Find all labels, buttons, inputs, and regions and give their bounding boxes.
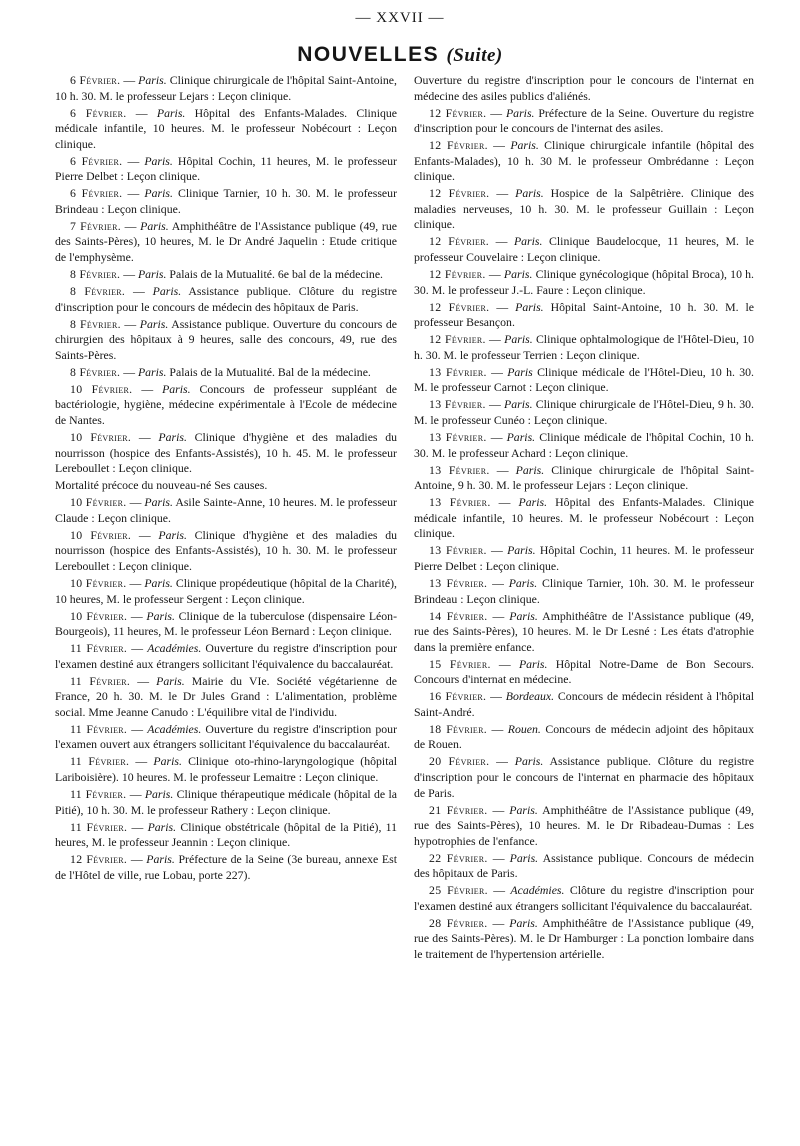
news-entry: 8 Février. — Paris. Assistance publique. Clôture du registre d'inscription pour le concours de médecin des hôpitaux de Paris.	[55, 284, 397, 314]
entry-city: Paris.	[156, 673, 185, 688]
entry-text: Ouverture du registre d'inscription pour l'examen ouvert aux étrangers sollicitant l'équivalence du baccalauréat.	[55, 721, 397, 752]
news-entry: 10 Février. — Paris. Clinique d'hygiène et des maladies du nourrisson (hospice des Enfants-Assistés), 10 h. 30. M. le professeur Lereboullet : Leçon clinique.	[55, 527, 398, 573]
news-entry: 13 Février. — Paris. Clinique Tarnier, 10h. 30. M. le professeur Brindeau : Leçon clinique.	[414, 575, 754, 606]
entry-date: 25 Février.	[429, 883, 488, 898]
entry-city: Paris.	[137, 364, 167, 379]
entry-city: Paris.	[140, 218, 169, 233]
news-entry: 13 Février. — Paris. Clinique médicale de l'hôpital Cochin, 10 h. 30. M. le professeur Achard : Leçon clinique.	[414, 430, 754, 460]
entry-city: Paris.	[146, 852, 175, 867]
entry-date: 12 Février.	[429, 299, 490, 314]
entry-text: Hospice de la Salpêtrière. Clinique des maladies nerveuses, 10 h. 30. M. le professeur Guillain : Leçon clinique.	[414, 186, 755, 232]
entry-date: 13 Février.	[429, 543, 487, 558]
entry-date: 11 Février.	[70, 641, 128, 656]
entry-city: Paris.	[507, 543, 536, 558]
entry-date: 6 Février.	[70, 105, 127, 120]
entry-text: Concours de médecin résident à l'hôpital Saint-André.	[414, 689, 755, 719]
entry-date: 10 Février.	[70, 381, 133, 396]
entry-city: Paris.	[138, 73, 167, 87]
entry-date: 12 Février.	[429, 105, 487, 120]
entry-text: Concours de professeur suppléant de bactériologie, hygiène, médecine expérimentale à l'Ecole de médecine de Nantes.	[55, 381, 397, 427]
entry-city: Paris.	[504, 397, 533, 412]
entry-city: Paris.	[503, 267, 533, 282]
news-entry: 8 Février. — Paris. Palais de la Mutualité. Bal de la médecine.	[70, 364, 371, 379]
news-entry	[414, 73, 754, 104]
news-entry: 13 Février. — Paris. Hôpital Cochin, 11 heures. M. le professeur Pierre Delbet : Leçon clinique.	[414, 543, 754, 573]
entry-text: Préfecture de la Seine (3e bureau, annexe Est de l'Hôtel de ville, rue Lobau, porte 227).	[55, 852, 397, 882]
news-entry: 12 Février. — Paris. Hospice de la Salpêtrière. Clinique des maladies nerveuses, 10 h. 30. M. le professeur Guillain : Leçon clinique.	[414, 186, 755, 232]
entry-city: Paris.	[144, 495, 173, 510]
news-entry: 13 Février. — Paris. Clinique chirurgicale de l'Hôtel-Dieu, 9 h. 30. M. le professeur Cunéo : Leçon clinique.	[414, 397, 754, 427]
news-entry: 11 Février. — Académies. Ouverture du registre d'inscription pour l'examen destiné aux étrangers sollicitant l'équivalence du baccalauréat.	[55, 641, 397, 671]
entry-city: Paris.	[508, 575, 538, 590]
entry-city: Paris.	[137, 267, 167, 282]
news-entry: 12 Février. — Paris. Clinique ophtalmologique de l'Hôtel-Dieu, 10 h. 30. M. le professeur Terrien : Leçon clinique.	[414, 332, 754, 362]
entry-text: Clinique Baudelocque, 11 heures, M. le professeur Couvelaire : Leçon clinique.	[414, 234, 754, 265]
entry-date: 11 Février.	[70, 754, 130, 769]
entry-city: Paris.	[515, 186, 544, 201]
entry-city: Paris.	[510, 138, 539, 153]
entry-city: Paris.	[509, 915, 538, 930]
entry-text: Hôpital Cochin, 11 heures. M. le professeur Pierre Delbet : Leçon clinique.	[414, 543, 754, 573]
news-entry: 21 Février. — Paris. Amphithéâtre de l'Assistance publique (49, rue des Saints-Pères), 10 heures. M. le Dr Ribadeau-Dumas : Les hypotrophies de l'enfance.	[414, 802, 754, 848]
news-entry: 11 Février. — Paris. Clinique thérapeutique médicale (hôpital de la Pitié), 10 h. 30. M. le professeur Rathery : Leçon clinique.	[55, 787, 397, 817]
entry-city: Rouen.	[507, 721, 541, 736]
entry-city: Paris.	[152, 284, 182, 299]
entry-text: Palais de la Mutualité. Bal de la médecine.	[169, 364, 371, 379]
entry-date: 13 Février.	[429, 462, 490, 477]
entry-text: Clinique propédeutique (hôpital de la Charité), 10 heures, M. le professeur Sergent : Leçon clinique.	[55, 575, 397, 606]
entry-city: Paris.	[147, 819, 177, 834]
entry-city: Paris.	[515, 462, 545, 477]
entry-date: 10 Février.	[70, 527, 132, 542]
entry-date: 21 Février.	[429, 802, 488, 817]
entry-text: Amphithéâtre de l'Assistance publique (49, rue des Saints-Pères), 10 heures. M. le Dr Ribadeau-Dumas : Les hypotrophies de l'enfance.	[414, 802, 754, 848]
title-suffix: (Suite)	[446, 45, 503, 66]
right-column	[414, 73, 754, 964]
news-entry: 20 Février. — Paris. Assistance publique. Clôture du registre d'inscription pour le concours de l'internat en pharmacie des hôpitaux de Paris.	[414, 754, 754, 800]
entry-city: Académies.	[147, 641, 202, 656]
entry-city: Paris	[507, 364, 533, 379]
entry-date: 7 Février.	[70, 218, 121, 233]
news-entry: 12 Février. — Paris. Clinique chirurgicale infantile (hôpital des Enfants-Malades), 10 h. 30 M. le professeur Ombrédanne : Leçon clinique.	[414, 138, 754, 184]
entry-date: 12 Février.	[429, 186, 490, 201]
news-entry: 11 Février. — Paris. Clinique oto-rhino-laryngologique (hôpital Lariboisière). 10 heures. M. le professeur Lemaitre : Leçon clinique.	[55, 754, 397, 785]
news-entry: 8 Février. — Paris. Assistance publique. Ouverture du concours de chirurgien des hôpitaux à 9 heures, salle des concours, 49, rue des Saints-Pères.	[55, 316, 397, 362]
news-entry: 13 Février. — Paris. Hôpital des Enfants-Malades. Clinique médicale infantile, 10 heures. M. le professeur Nobécourt : Leçon clinique.	[414, 495, 755, 541]
entry-city: Paris.	[146, 608, 175, 623]
entry-city: Paris.	[505, 105, 535, 120]
entry-text: Clinique Tarnier, 10 h. 30. M. le professeur Brindeau : Leçon clinique.	[55, 186, 397, 216]
entry-date: 12 Février.	[70, 852, 128, 867]
entry-date: 14 Février.	[429, 608, 488, 623]
entry-date: 22 Février.	[429, 850, 488, 865]
news-entry: 12 Février. — Paris. Préfecture de la Seine (3e bureau, annexe Est de l'Hôtel de ville, rue Lobau, porte 227).	[55, 852, 397, 882]
entry-date: 13 Février.	[429, 575, 488, 590]
entry-city: Paris.	[515, 299, 544, 314]
entry-date: 8 Février.	[70, 316, 121, 331]
news-entry: 11 Février. — Académies. Ouverture du registre d'inscription pour l'examen ouvert aux étrangers sollicitant l'équivalence du baccalauréat.	[55, 721, 397, 752]
news-entry: 7 Février. — Paris. Amphithéâtre de l'Assistance publique (49, rue des Saints-Pères), 10 heures, M. le Dr André Jaquelin : Etude critique de l'emphysème.	[55, 218, 397, 265]
entry-text: Concours de médecin adjoint des hôpitaux de Rouen.	[414, 721, 754, 752]
entry-text: Clinique d'hygiène et des maladies du nourrisson (hospice des Enfants-Assistés), 10 h. 30. M. le professeur Lereboullet : Leçon clinique.	[55, 527, 398, 573]
news-entry: 13 Février. — Paris. Clinique chirurgicale de l'hôpital Saint-Antoine, 9 h. 30. M. le professeur Lejars : Leçon clinique.	[414, 462, 754, 493]
news-entry: 6 Février. — Paris. Clinique Tarnier, 10 h. 30. M. le professeur Brindeau : Leçon clinique.	[55, 186, 397, 216]
entry-date: 12 Février.	[429, 332, 486, 347]
entry-date: 10 Février.	[70, 608, 128, 623]
entry-text: Ouverture du registre d'inscription pour le concours de l'internat en médecine des asiles publics d'aliénés.	[414, 73, 754, 103]
entry-city: Paris.	[158, 430, 187, 445]
entry-date: 8 Février.	[70, 284, 126, 299]
news-entry: 12 Février. — Paris. Clinique gynécologique (hôpital Broca), 10 h. 30. M. le professeur J.-L. Faure : Leçon clinique.	[414, 267, 755, 297]
entry-city: Paris.	[518, 495, 548, 510]
entry-date: 28 Février.	[429, 915, 488, 930]
entry-date: 13 Février.	[429, 495, 491, 510]
news-entry: 10 Février. — Paris. Clinique de la tuberculose (dispensaire Léon-Bourgeois), 11 heures, M. le professeur Léon Bernard : Leçon clinique.	[55, 608, 397, 639]
entry-text: Clinique Tarnier, 10h. 30. M. le professeur Brindeau : Leçon clinique.	[414, 575, 754, 606]
news-entry: 10 Février. — Paris. Clinique d'hygiène et des maladies du nourrisson (hospice des Enfants-Assistés), 10 h. 45. M. le professeur Lereboullet : Leçon clinique.	[55, 430, 398, 476]
entry-text: Clinique médicale de l'hôpital Cochin, 10 h. 30. M. le professeur Achard : Leçon clinique.	[414, 430, 754, 460]
news-entry: 6 Février. — Paris. Hôpital Cochin, 11 heures, M. le professeur Pierre Delbet : Leçon clinique.	[55, 153, 397, 184]
news-entry: 25 Février. — Académies. Clôture du registre d'inscription pour l'examen destiné aux étrangers sollicitant l'équivalence du baccalauréat.	[414, 883, 754, 913]
entry-city: Paris.	[144, 787, 174, 802]
news-entry: 12 Février. — Paris. Clinique Baudelocque, 11 heures, M. le professeur Couvelaire : Leçon clinique.	[414, 234, 754, 265]
news-entry: 6 Février. — Paris. Hôpital des Enfants-Malades. Clinique médicale infantile, 10 heures. M. le professeur Nobécourt : Leçon clinique.	[55, 105, 398, 151]
entry-city: Paris.	[518, 656, 548, 671]
entry-city: Paris.	[144, 186, 173, 201]
entry-text: Clinique chirurgicale de l'hôpital Saint-Antoine, 10 h. 30. M. le professeur Lejars : Leçon clinique.	[55, 73, 397, 103]
news-entry: 8 Février. — Paris. Palais de la Mutualité. 6e bal de la médecine.	[70, 267, 383, 282]
entry-date: 16 Février.	[429, 689, 487, 704]
entry-date: 10 Février.	[70, 495, 127, 510]
entry-text: Clinique chirurgicale infantile (hôpital des Enfants-Malades), 10 h. 30 M. le professeur Ombrédanne : Leçon clinique.	[414, 138, 754, 184]
entry-city: Paris.	[162, 381, 191, 396]
entry-city: Paris.	[156, 105, 186, 120]
news-entry: 14 Février. — Paris. Amphithéâtre de l'Assistance publique (49, rue des Saints-Pères), 10 heures. M. le Dr Lesné : Les états d'atrophie dans la première enfance.	[414, 608, 754, 654]
entry-city: Académies.	[147, 721, 202, 736]
news-entry: 11 Février. — Paris. Mairie du VIe. Société végétarienne de France, 20 h. 30. M. le Dr Jules Grand : L'alimentation, problème social. Mme Jeanne Canudo : L'équilibre vital de l'individu.	[55, 673, 397, 719]
entry-text: Préfecture de la Seine. Ouverture du registre d'inscription pour le concours de l'internat des asiles.	[414, 105, 754, 136]
entry-date: 11 Février.	[70, 673, 131, 688]
news-entry: 11 Février. — Paris. Clinique obstétricale (hôpital de la Pitié), 11 heures, M. le professeur Jeannin : Leçon clinique.	[55, 819, 397, 850]
entry-text: Clinique oto-rhino-laryngologique (hôpital Lariboisière). 10 heures. M. le professeur Lemaitre : Leçon clinique.	[55, 754, 397, 785]
entry-text: Hôpital des Enfants-Malades. Clinique médicale infantile, 10 heures. M. le professeur Nobécourt : Leçon clinique.	[55, 105, 398, 151]
entry-text: Clinique chirurgicale de l'Hôtel-Dieu, 9 h. 30. M. le professeur Cunéo : Leçon clinique.	[414, 397, 754, 427]
entry-text: Ouverture du registre d'inscription pour l'examen destiné aux étrangers sollicitant l'équivalence du baccalauréat.	[55, 641, 397, 671]
entry-text: Hôpital Notre-Dame de Bon Secours. Concours d'internat en médecine.	[414, 656, 754, 687]
news-entry: 6 Février. — Paris. Clinique chirurgicale de l'hôpital Saint-Antoine, 10 h. 30. M. le professeur Lejars : Leçon clinique.	[55, 73, 397, 103]
entry-text: Assistance publique. Clôture du registre d'inscription pour le concours de l'internat en pharmacie des hôpitaux de Paris.	[414, 754, 754, 800]
news-entry: 16 Février. — Bordeaux. Concours de médecin résident à l'hôpital Saint-André.	[414, 689, 755, 719]
news-entry: 22 Février. — Paris. Assistance publique. Concours de médecin des hôpitaux de Paris.	[414, 850, 754, 881]
entry-date: 13 Février.	[429, 364, 487, 379]
entry-date: 13 Février.	[429, 430, 487, 445]
news-entry: 12 Février. — Paris. Préfecture de la Seine. Ouverture du registre d'inscription pour le concours de l'internat des asiles.	[414, 105, 754, 136]
entry-text: Amphithéâtre de l'Assistance publique (49, rue des Saints-Pères), 10 heures. M. le Dr Lesné : Les états d'atrophie dans la première enfance.	[414, 608, 754, 654]
news-entry: 10 Février. — Paris. Clinique propédeutique (hôpital de la Charité), 10 heures, M. le professeur Sergent : Leçon clinique.	[55, 575, 397, 606]
entry-city: Paris.	[144, 575, 173, 590]
entry-city: Paris.	[509, 802, 538, 817]
entry-text: Clinique ophtalmologique de l'Hôtel-Dieu, 10 h. 30. M. le professeur Terrien : Leçon clinique.	[414, 332, 754, 362]
left-column	[55, 73, 397, 885]
entry-text: Clinique de la tuberculose (dispensaire Léon-Bourgeois), 11 heures, M. le professeur Léon Bernard : Leçon clinique.	[55, 608, 397, 639]
entry-text: Hôpital Saint-Antoine, 10 h. 30. M. le professeur Besançon.	[414, 299, 755, 330]
entry-text: Asile Sainte-Anne, 10 heures. M. le professeur Claude : Leçon clinique.	[55, 495, 397, 525]
entry-text: Amphithéâtre de l'Assistance publique (49, rue des Saints-Pères). M. le Dr Hamburger : La ponction lombaire dans le traitement de l'hypertension artérielle.	[414, 915, 754, 962]
title-text: NOUVELLES	[297, 43, 440, 66]
entry-city: Paris.	[509, 608, 538, 623]
entry-date: 18 Février.	[429, 721, 487, 736]
entry-text: Hôpital des Enfants-Malades. Clinique médicale infantile, 10 heures. M. le professeur Nobécourt : Leçon clinique.	[414, 495, 755, 541]
entry-date: 6 Février.	[70, 73, 121, 87]
entry-date: 13 Février.	[429, 397, 486, 412]
entry-date: 6 Février.	[70, 186, 123, 201]
entry-text: Clinique thérapeutique médicale (hôpital de la Pitié), 10 h. 30. M. le professeur Rathery : Leçon clinique.	[55, 787, 397, 817]
entry-text: Clinique médicale de l'Hôtel-Dieu, 10 h. 30. M. le professeur Carnot : Leçon clinique.	[414, 364, 754, 395]
entry-date: 12 Février.	[429, 267, 486, 282]
entry-text: Clôture du registre d'inscription pour l'examen destiné aux étrangers sollicitant l'équivalence du baccalauréat.	[414, 883, 754, 913]
entry-text: Hôpital Cochin, 11 heures, M. le professeur Pierre Delbet : Leçon clinique.	[55, 153, 397, 184]
entry-text: Clinique chirurgicale de l'hôpital Saint-Antoine, 9 h. 30. M. le professeur Lejars : Leçon clinique.	[414, 462, 754, 493]
entry-date: 10 Février.	[70, 430, 132, 445]
entry-date: 6 Février.	[70, 153, 123, 168]
page-title	[0, 43, 800, 67]
entry-text: Clinique gynécologique (hôpital Broca), 10 h. 30. M. le professeur J.-L. Faure : Leçon clinique.	[414, 267, 755, 297]
entry-date: 10 Février.	[70, 575, 127, 590]
entry-text: Mortalité précoce du nouveau-né Ses causes.	[55, 478, 268, 493]
entry-date: 11 Février.	[70, 721, 128, 736]
entry-city: Paris.	[139, 316, 169, 331]
entry-date: 11 Février.	[70, 787, 127, 802]
news-entry: 13 Février. — Paris Clinique médicale de l'Hôtel-Dieu, 10 h. 30. M. le professeur Carnot : Leçon clinique.	[414, 364, 754, 395]
news-entry	[55, 478, 397, 494]
entry-city: Paris.	[506, 430, 536, 445]
entry-city: Paris.	[158, 527, 187, 542]
news-entry: 28 Février. — Paris. Amphithéâtre de l'Assistance publique (49, rue des Saints-Pères). M. le Dr Hamburger : La ponction lombaire dans le traitement de l'hypertension artérielle.	[414, 915, 754, 962]
entry-city: Paris.	[504, 332, 533, 347]
news-entry: 18 Février. — Rouen. Concours de médecin adjoint des hôpitaux de Rouen.	[414, 721, 754, 752]
entry-city: Bordeaux.	[505, 689, 555, 704]
entry-text: Assistance publique. Clôture du registre d'inscription pour le concours de médecin des hôpitaux de Paris.	[55, 284, 397, 314]
news-entry: 10 Février. — Paris. Asile Sainte-Anne, 10 heures. M. le professeur Claude : Leçon clinique.	[55, 495, 397, 525]
entry-text: Assistance publique. Concours de médecin des hôpitaux de Paris.	[414, 850, 754, 881]
entry-date: 12 Février.	[429, 138, 488, 153]
entry-date: 12 Février.	[429, 234, 490, 249]
entry-date: 8 Février.	[70, 267, 121, 282]
page-number: — XXVII —	[355, 10, 445, 26]
entry-text: Clinique obstétricale (hôpital de la Pitié), 11 heures, M. le professeur Jeannin : Leçon clinique.	[55, 819, 397, 850]
news-entry: 15 Février. — Paris. Hôpital Notre-Dame de Bon Secours. Concours d'internat en médecine.	[414, 656, 754, 687]
entry-city: Paris.	[514, 754, 544, 769]
entry-text: Mairie du VIe. Société végétarienne de France, 20 h. 30. M. le Dr Jules Grand : L'alimentation, problème social. Mme Jeanne Canudo : L'équilibre vital de l'individu.	[55, 673, 397, 719]
entry-text: Palais de la Mutualité. 6e bal de la médecine.	[169, 267, 383, 282]
entry-text: Amphithéâtre de l'Assistance publique (49, rue des Saints-Pères), 10 heures, M. le Dr André Jaquelin : Etude critique de l'emphysème.	[55, 218, 397, 265]
entry-date: 20 Février.	[429, 754, 490, 769]
entry-city: Paris.	[153, 754, 182, 769]
entry-city: Paris.	[144, 153, 173, 168]
entry-date: 11 Février.	[70, 819, 128, 834]
entry-text: Clinique d'hygiène et des maladies du nourrisson (hospice des Enfants-Assistés), 10 h. 45. M. le professeur Lereboullet : Leçon clinique.	[55, 430, 398, 476]
entry-date: 15 Février.	[429, 656, 491, 671]
news-entry: 12 Février. — Paris. Hôpital Saint-Antoine, 10 h. 30. M. le professeur Besançon.	[414, 299, 755, 330]
entry-text: Assistance publique. Ouverture du concours de chirurgien des hôpitaux à 9 heures, salle des concours, 49, rue des Saints-Pères.	[55, 316, 397, 362]
entry-city: Académies.	[510, 883, 565, 898]
entry-date: 8 Février.	[70, 364, 121, 379]
entry-city: Paris.	[513, 234, 543, 249]
entry-city: Paris.	[509, 850, 539, 865]
news-entry: 10 Février. — Paris. Concours de professeur suppléant de bactériologie, hygiène, médecine expérimentale à l'Ecole de médecine de Nantes.	[55, 381, 397, 427]
